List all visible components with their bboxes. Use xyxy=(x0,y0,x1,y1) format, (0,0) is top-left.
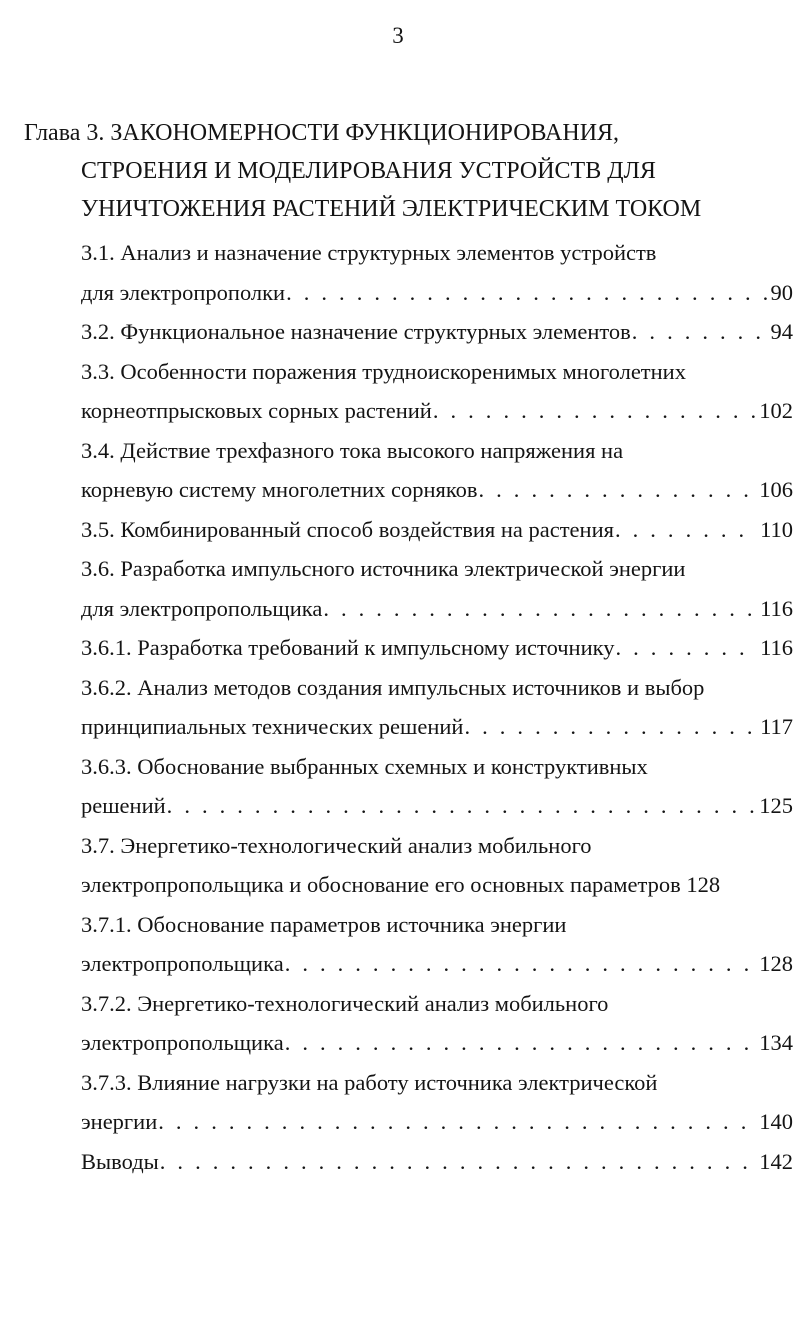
toc-entry-title: 3.6.1. Разработка требований к импульсному источнику xyxy=(81,635,615,660)
toc-entry-title: 3.3. Особенности поражения трудноискоренимых многолетних xyxy=(81,358,686,384)
toc-entry-3-7-1-cont xyxy=(81,944,793,984)
toc-entry-3-7 xyxy=(81,826,793,866)
toc-page-number: 102 xyxy=(759,398,793,423)
toc-entry-title: электропропольщика xyxy=(81,951,284,976)
toc-entry-title: 3.6.2. Анализ методов создания импульсных источников и выбор xyxy=(81,674,705,700)
toc-entry-title: Выводы xyxy=(81,1148,159,1174)
toc-leader-dots xyxy=(167,786,756,826)
toc-entry-title: 3.1. Анализ и назначение структурных элементов устройств xyxy=(81,240,657,265)
toc-entry-title: электропропольщика xyxy=(81,1030,284,1055)
toc-entry-3-6-3-cont xyxy=(81,786,793,826)
toc-leader-dots xyxy=(286,273,766,313)
toc-entry-3-7-3 xyxy=(81,1063,793,1103)
toc-entry-3-3-cont xyxy=(81,391,793,431)
toc-entry-title: 3.7.2. Энергетико-технологический анализ мобильного xyxy=(81,990,609,1016)
toc-entry-3-1 xyxy=(81,233,793,273)
toc-entry-3-7-3-cont xyxy=(81,1102,793,1142)
toc-entry-title: принципиальных технических решений xyxy=(81,714,464,739)
toc-leader-dots xyxy=(615,510,756,550)
toc-entry-3-6-cont xyxy=(81,589,793,629)
toc-page-number: 90 xyxy=(770,279,793,305)
toc-entry-title: 3.2. Функциональное назначение структурных элементов xyxy=(81,319,631,344)
toc-leader-dots xyxy=(285,1023,756,1063)
toc-entry-3-7-2-cont xyxy=(81,1023,793,1063)
toc-leader-dots xyxy=(285,944,756,984)
toc-entry-title: корнеотпрысковых сорных растений xyxy=(81,398,432,423)
page-number: 3 xyxy=(392,23,404,48)
chapter-title-line: Глава 3. ЗАКОНОМЕРНОСТИ ФУНКЦИОНИРОВАНИЯ, xyxy=(24,120,620,146)
toc-page-number: 117 xyxy=(760,714,793,739)
toc-entry-title: энергии xyxy=(81,1109,158,1134)
toc-page-number: 116 xyxy=(760,635,793,660)
toc-leader-dots xyxy=(479,470,756,510)
toc-leader-dots xyxy=(632,312,767,352)
toc-entry-title: 3.7. Энергетико-технологический анализ мобильного xyxy=(81,832,592,858)
toc-entry-3-6-3 xyxy=(81,747,793,787)
toc-page-number: 106 xyxy=(759,477,793,502)
toc-entry-3-7-cont xyxy=(81,865,793,905)
toc-entry-title: электропропольщика и обоснование его основных параметров 128 xyxy=(81,872,721,897)
toc-page-number: 140 xyxy=(759,1109,793,1134)
toc-page-number: 134 xyxy=(759,1030,793,1055)
toc-entry-title: для электропропольщика xyxy=(81,595,323,621)
toc-entry-3-2 xyxy=(81,312,793,352)
toc-page-number: 94 xyxy=(770,319,793,344)
toc-entry-title: 3.7.1. Обоснование параметров источника энергии xyxy=(81,911,567,937)
toc-entry-conclusions xyxy=(81,1142,793,1182)
toc-page-number: 142 xyxy=(759,1148,793,1174)
toc-entry-title: 3.7.3. Влияние нагрузки на работу источника электрической xyxy=(81,1069,658,1095)
toc-entry-3-4-cont xyxy=(81,470,793,510)
toc-page-number: 125 xyxy=(759,793,793,818)
toc-entry-3-5 xyxy=(81,510,793,550)
toc-leader-dots xyxy=(323,589,756,629)
toc-entry-3-6-2-cont xyxy=(81,707,793,747)
toc-page-number: 110 xyxy=(760,516,793,542)
toc-entry-3-6 xyxy=(81,549,793,589)
toc-entry-title: 3.4. Действие трехфазного тока высокого напряжения на xyxy=(81,437,624,463)
toc-leader-dots xyxy=(160,1142,755,1182)
toc-page-number: 128 xyxy=(759,951,793,976)
table-of-contents xyxy=(81,233,793,1181)
toc-entry-title: 3.6. Разработка импульсного источника электрической энергии xyxy=(81,556,686,581)
toc-page-number: 116 xyxy=(760,595,793,621)
toc-leader-dots xyxy=(158,1102,755,1142)
toc-leader-dots xyxy=(464,707,756,747)
chapter-title-line: УНИЧТОЖЕНИЯ РАСТЕНИЙ ЭЛЕКТРИЧЕСКИМ ТОКОМ xyxy=(81,196,702,222)
toc-entry-title: решений xyxy=(81,793,166,818)
chapter-title-line: СТРОЕНИЯ И МОДЕЛИРОВАНИЯ УСТРОЙСТВ ДЛЯ xyxy=(81,158,656,184)
chapter-heading xyxy=(24,114,784,228)
toc-entry-title: 3.6.3. Обоснование выбранных схемных и конструктивных xyxy=(81,753,648,779)
toc-entry-3-7-1 xyxy=(81,905,793,945)
toc-entry-3-6-1 xyxy=(81,628,793,668)
toc-entry-title: для электропрополки xyxy=(81,279,286,305)
toc-leader-dots xyxy=(616,628,757,668)
toc-entry-title: 3.5. Комбинированный способ воздействия на растения xyxy=(81,516,614,542)
toc-entry-3-1-cont xyxy=(81,273,793,313)
toc-entry-3-3 xyxy=(81,352,793,392)
toc-entry-3-6-2 xyxy=(81,668,793,708)
toc-entry-3-4 xyxy=(81,431,793,471)
toc-entry-title: корневую систему многолетних сорняков xyxy=(81,477,478,502)
toc-entry-3-7-2 xyxy=(81,984,793,1024)
toc-leader-dots xyxy=(433,391,755,431)
